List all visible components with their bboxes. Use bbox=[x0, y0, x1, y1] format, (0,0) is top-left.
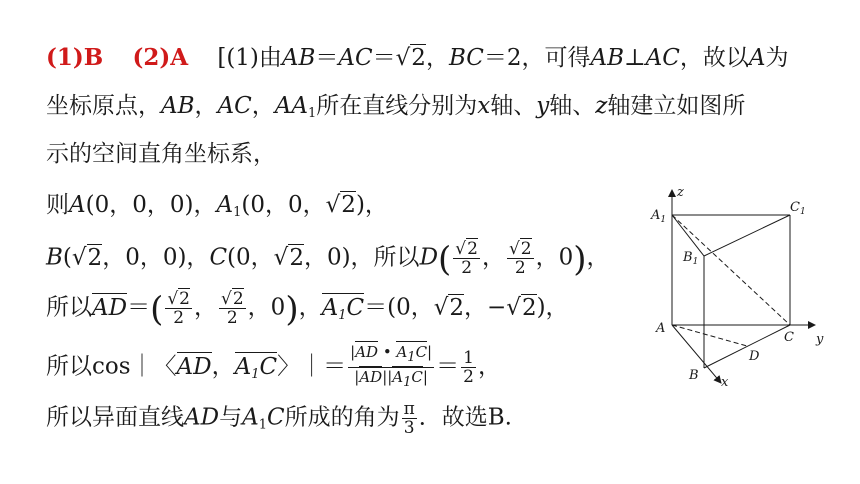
solution-line-7: 所以cos｜〈AD，$A_1C$〉｜＝ $\frac{|AD • A_1C|}{|AD||A_1C|}$ ＝ $\frac{1}{2}$ ， bbox=[46, 343, 501, 390]
solution-line-3: 示的空间直角坐标系， bbox=[46, 141, 276, 167]
prism-diagram bbox=[645, 180, 835, 390]
solution-line-8: 所以异面直线AD与$A_1C$所成的角为 $\frac{\pi}{3}$ ．故选B. bbox=[46, 399, 512, 438]
line-1-text: [(1)由AB＝AC＝√2，BC＝2，可得AB⊥AC，故以A为 bbox=[217, 45, 789, 71]
edge-b1-c1 bbox=[704, 215, 790, 256]
solution-line-1 bbox=[46, 42, 789, 74]
label-z: z bbox=[677, 185, 684, 200]
label-c1: $C_1$ bbox=[790, 200, 806, 217]
label-b: B bbox=[689, 368, 699, 383]
label-a: A bbox=[656, 321, 666, 336]
label-x: x bbox=[721, 375, 729, 390]
solution-line-2: 坐标原点，AB，AC，$AA_1$所在直线分别为x轴、y轴、z轴建立如图所 bbox=[46, 93, 746, 121]
dashed-a1-c bbox=[672, 215, 790, 325]
label-y: y bbox=[816, 332, 824, 347]
dashed-a-d bbox=[672, 325, 747, 346]
label-b1: $B_1$ bbox=[683, 250, 699, 267]
edge-b-c bbox=[704, 325, 790, 368]
label-a1: $A_1$ bbox=[651, 208, 667, 225]
label-c: C bbox=[784, 330, 794, 345]
label-d: D bbox=[749, 349, 760, 364]
answer-2: (2)A bbox=[132, 44, 189, 71]
solution-line-4: 则A(0，0，0)，$A_1(0$，0，√2)， bbox=[46, 192, 388, 220]
solution-line-5: B(√2，0，0)，C(0，√2，0)，所以D( $\frac{√2}{2}$ ， $\frac{√2}{2}$ ，0)， bbox=[46, 239, 610, 280]
solution-line-6: 所以AD＝( $\frac{√2}{2}$ ， $\frac{√2}{2}$ ，0)，$A_1C=(0$，√2，−√2)， bbox=[46, 289, 569, 330]
answer-1: (1)B bbox=[46, 44, 104, 71]
